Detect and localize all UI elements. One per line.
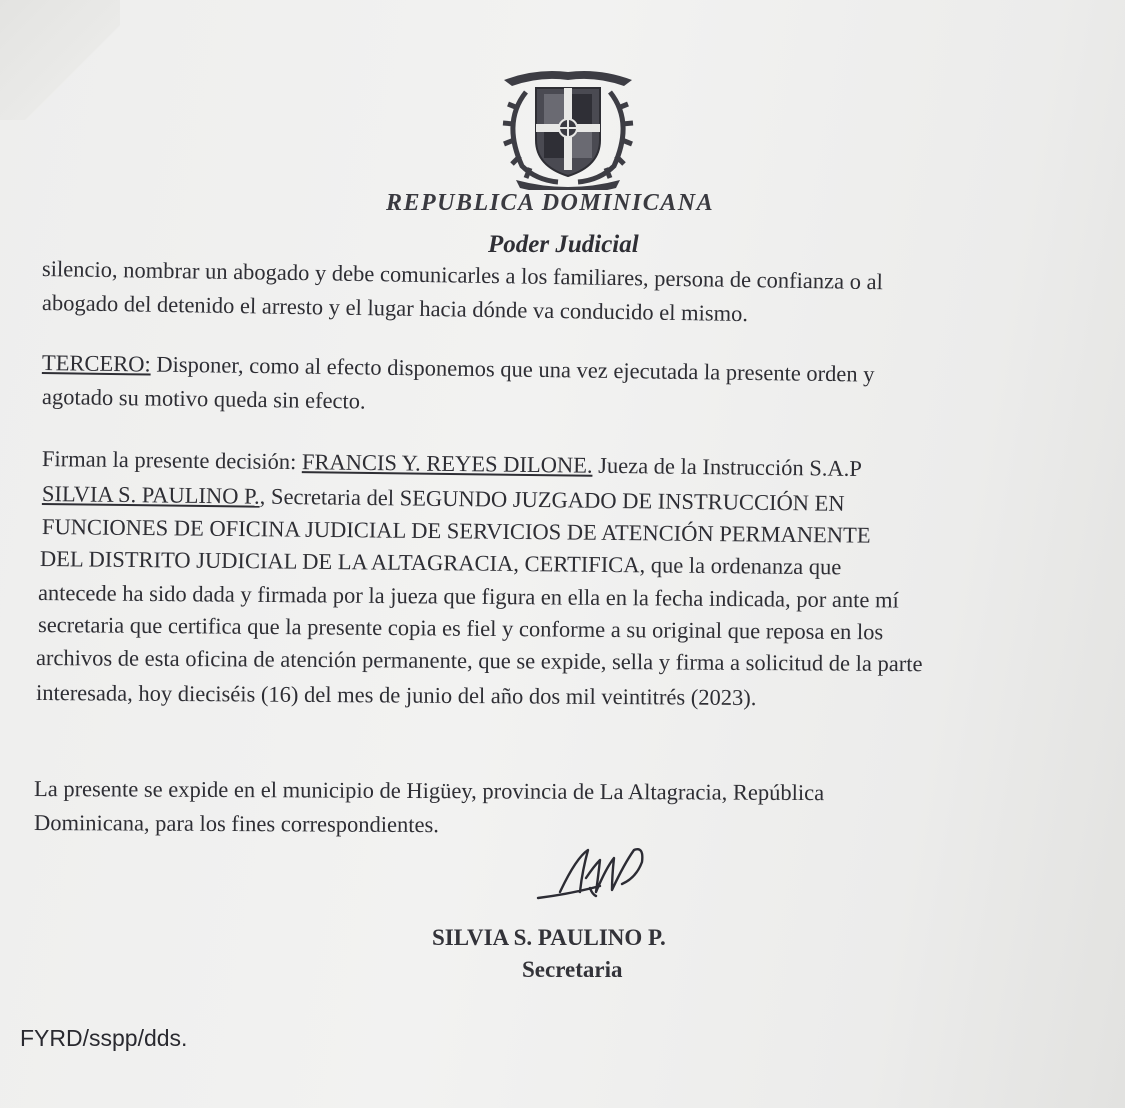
body-line: archivos de esta oficina de atención permanente, que se expide, sella y firma a solicitud de la parte	[35, 645, 923, 677]
tercero-heading: TERCERO:	[41, 350, 151, 377]
tercero-line	[42, 350, 875, 388]
header-country: REPUBLICA DOMINICANA	[386, 190, 715, 216]
body-line: interesada, hoy dieciséis (16) del mes de junio del año dos mil veintitrés (2023).	[35, 680, 757, 711]
tercero-text: Disponer, como al efecto disponemos que una vez ejecutada la presente orden y	[156, 351, 875, 387]
header-branch: Poder Judicial	[488, 231, 639, 258]
paper-fold	[0, 0, 120, 120]
secretary-role: , Secretaria del SEGUNDO JUZGADO DE INSTRUCCIÓN EN	[259, 483, 845, 516]
coat-of-arms-icon	[496, 62, 640, 190]
judge-role: Jueza de la Instrucción S.A.P	[598, 452, 863, 482]
firman-line	[42, 446, 862, 482]
body-line: Dominicana, para los fines correspondientes.	[33, 810, 439, 838]
reference-code: FYRD/sspp/dds.	[20, 1025, 188, 1051]
body-line: abogado del detenido el arresto y el lugar hacia dónde va conducido el mismo.	[41, 290, 749, 327]
body-line: FUNCIONES DE OFICINA JUDICIAL DE SERVICIOS DE ATENCIÓN PERMANENTE	[41, 514, 871, 548]
firman-text: Firman la presente decisión:	[41, 446, 297, 475]
body-line: antecede ha sido dada y firmada por la jueza que figura en ella en la fecha indicada, por ante mí	[37, 580, 899, 613]
signatory-title: Secretaria	[522, 957, 623, 982]
body-line: La presente se expide en el municipio de Higüey, provincia de La Altagracia, República	[33, 776, 825, 806]
body-line: agotado su motivo queda sin efecto.	[41, 384, 366, 414]
body-line: silencio, nombrar un abogado y debe comunicarles a los familiares, persona de confianza o al	[41, 256, 884, 295]
body-line: secretaria que certifica que la presente copia es fiel y conforme a su original que reposa en los	[37, 612, 884, 645]
body-line: DEL DISTRITO JUDICIAL DE LA ALTAGRACIA, CERTIFICA, que la ordenanza que	[39, 546, 842, 580]
signatory-name: SILVIA S. PAULINO P.	[432, 925, 666, 950]
handwritten-signature	[530, 838, 690, 908]
secretary-name-inline: SILVIA S. PAULINO P.	[41, 481, 260, 509]
judge-name: FRANCIS Y. REYES DILONE.	[301, 449, 593, 478]
secretary-line	[42, 481, 845, 517]
